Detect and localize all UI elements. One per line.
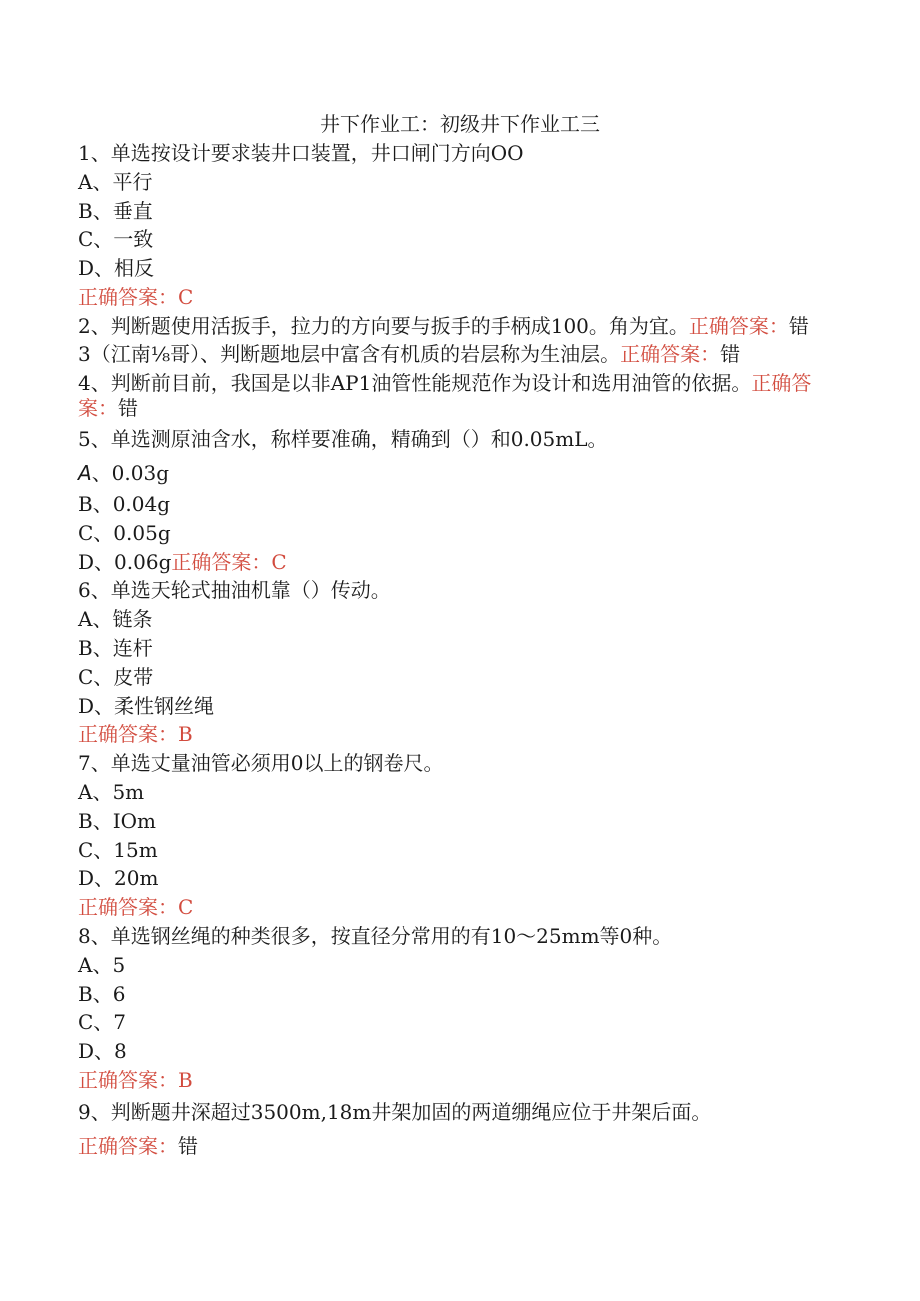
answer-label: 正确答案： (78, 1133, 178, 1158)
question-7-option-b: B、IOm (78, 808, 156, 833)
question-7-option-a: A、5m (78, 780, 145, 805)
question-8-option-d: D、8 (78, 1039, 127, 1064)
question-5-option-c: C、0.05g (78, 520, 171, 545)
question-2 (78, 314, 838, 339)
answer-value: C (178, 284, 194, 309)
question-4-answer: 错 (118, 395, 138, 420)
question-9-answer (78, 1129, 838, 1163)
answer-label: 正确答案： (78, 1068, 178, 1093)
question-5-option-d (78, 548, 838, 577)
question-6-option-d: D、柔性钢丝绳 (78, 693, 215, 718)
question-8-stem: 8、单选钢丝绳的种类很多，按直径分常用的有10～25mm等0种。 (78, 924, 673, 949)
option-letter: A (78, 461, 92, 486)
answer-value: B (178, 1068, 193, 1093)
question-6-answer (78, 720, 838, 749)
question-6-option-b: B、连杆 (78, 636, 153, 661)
question-6-stem: 6、单选天轮式抽油机靠（）传动。 (78, 578, 391, 603)
question-5-option-a (78, 456, 838, 490)
question-6-option-a: A、链条 (78, 607, 153, 632)
question-4-stem: 4、判断前目前，我国是以非AP1油管性能规范作为设计和选用油管的依据。 (78, 371, 752, 396)
question-7-option-d: D、20m (78, 866, 159, 891)
question-1-answer (78, 283, 838, 312)
answer-label: 正确答案： (78, 722, 178, 747)
question-list (78, 139, 838, 1163)
answer-value: 错 (178, 1133, 198, 1158)
question-1-option-a: A、平行 (78, 169, 153, 194)
answer-value: C (178, 895, 194, 920)
question-8-option-b: B、6 (78, 981, 126, 1006)
question-1-stem: 1、单选按设计要求装井口装置，井口闸门方向OO (78, 141, 524, 165)
question-8-option-c: C、7 (78, 1010, 127, 1035)
document-title: 井下作业工：初级井下作业工三 (320, 112, 600, 136)
option-text: D、0.06g (78, 549, 172, 574)
question-2-answer: 错 (788, 313, 809, 338)
question-7-option-c: C、15m (78, 837, 158, 862)
question-5-option-b: B、0.04g (78, 492, 171, 517)
question-8-option-a: A、5 (78, 952, 126, 977)
question-8-answer (78, 1066, 838, 1095)
answer-label: 正确答案： (78, 284, 178, 309)
question-7-stem: 7、单选丈量油管必须用0以上的钢卷尺。 (78, 751, 444, 776)
question-1-option-d: D、相反 (78, 256, 155, 281)
answer-label: 正确答案： (171, 549, 272, 574)
answer-label: 正确答案： (620, 342, 721, 367)
question-1-option-b: B、垂直 (78, 198, 153, 223)
question-3-answer: 错 (720, 342, 741, 367)
question-6-option-c: C、皮带 (78, 664, 154, 689)
question-5-stem: 5、单选测原油含水，称样要准确，精确到（）和0.05mL。 (78, 427, 608, 452)
question-7-answer (78, 893, 838, 922)
question-5-answer: C (271, 549, 287, 574)
option-text: 、0.03g (91, 461, 170, 486)
question-1-option-c: C、一致 (78, 227, 154, 252)
question-4 (78, 371, 838, 420)
question-9-stem: 9、判断题井深超过3500m,18m井架加固的两道绷绳应位于井架后面。 (78, 1099, 712, 1124)
question-3 (78, 340, 838, 369)
answer-label: 正确答案： (688, 313, 789, 338)
question-3-stem: 3（江南⅛哥）、判断题地层中富含有机质的岩层称为生油层。 (78, 342, 621, 367)
answer-value: B (178, 722, 193, 747)
question-2-stem: 2、判断题使用活扳手，拉力的方向要与扳手的手柄成100。角为宜。 (78, 313, 689, 338)
answer-label: 正确答案： (78, 371, 812, 420)
answer-label: 正确答案： (78, 895, 178, 920)
